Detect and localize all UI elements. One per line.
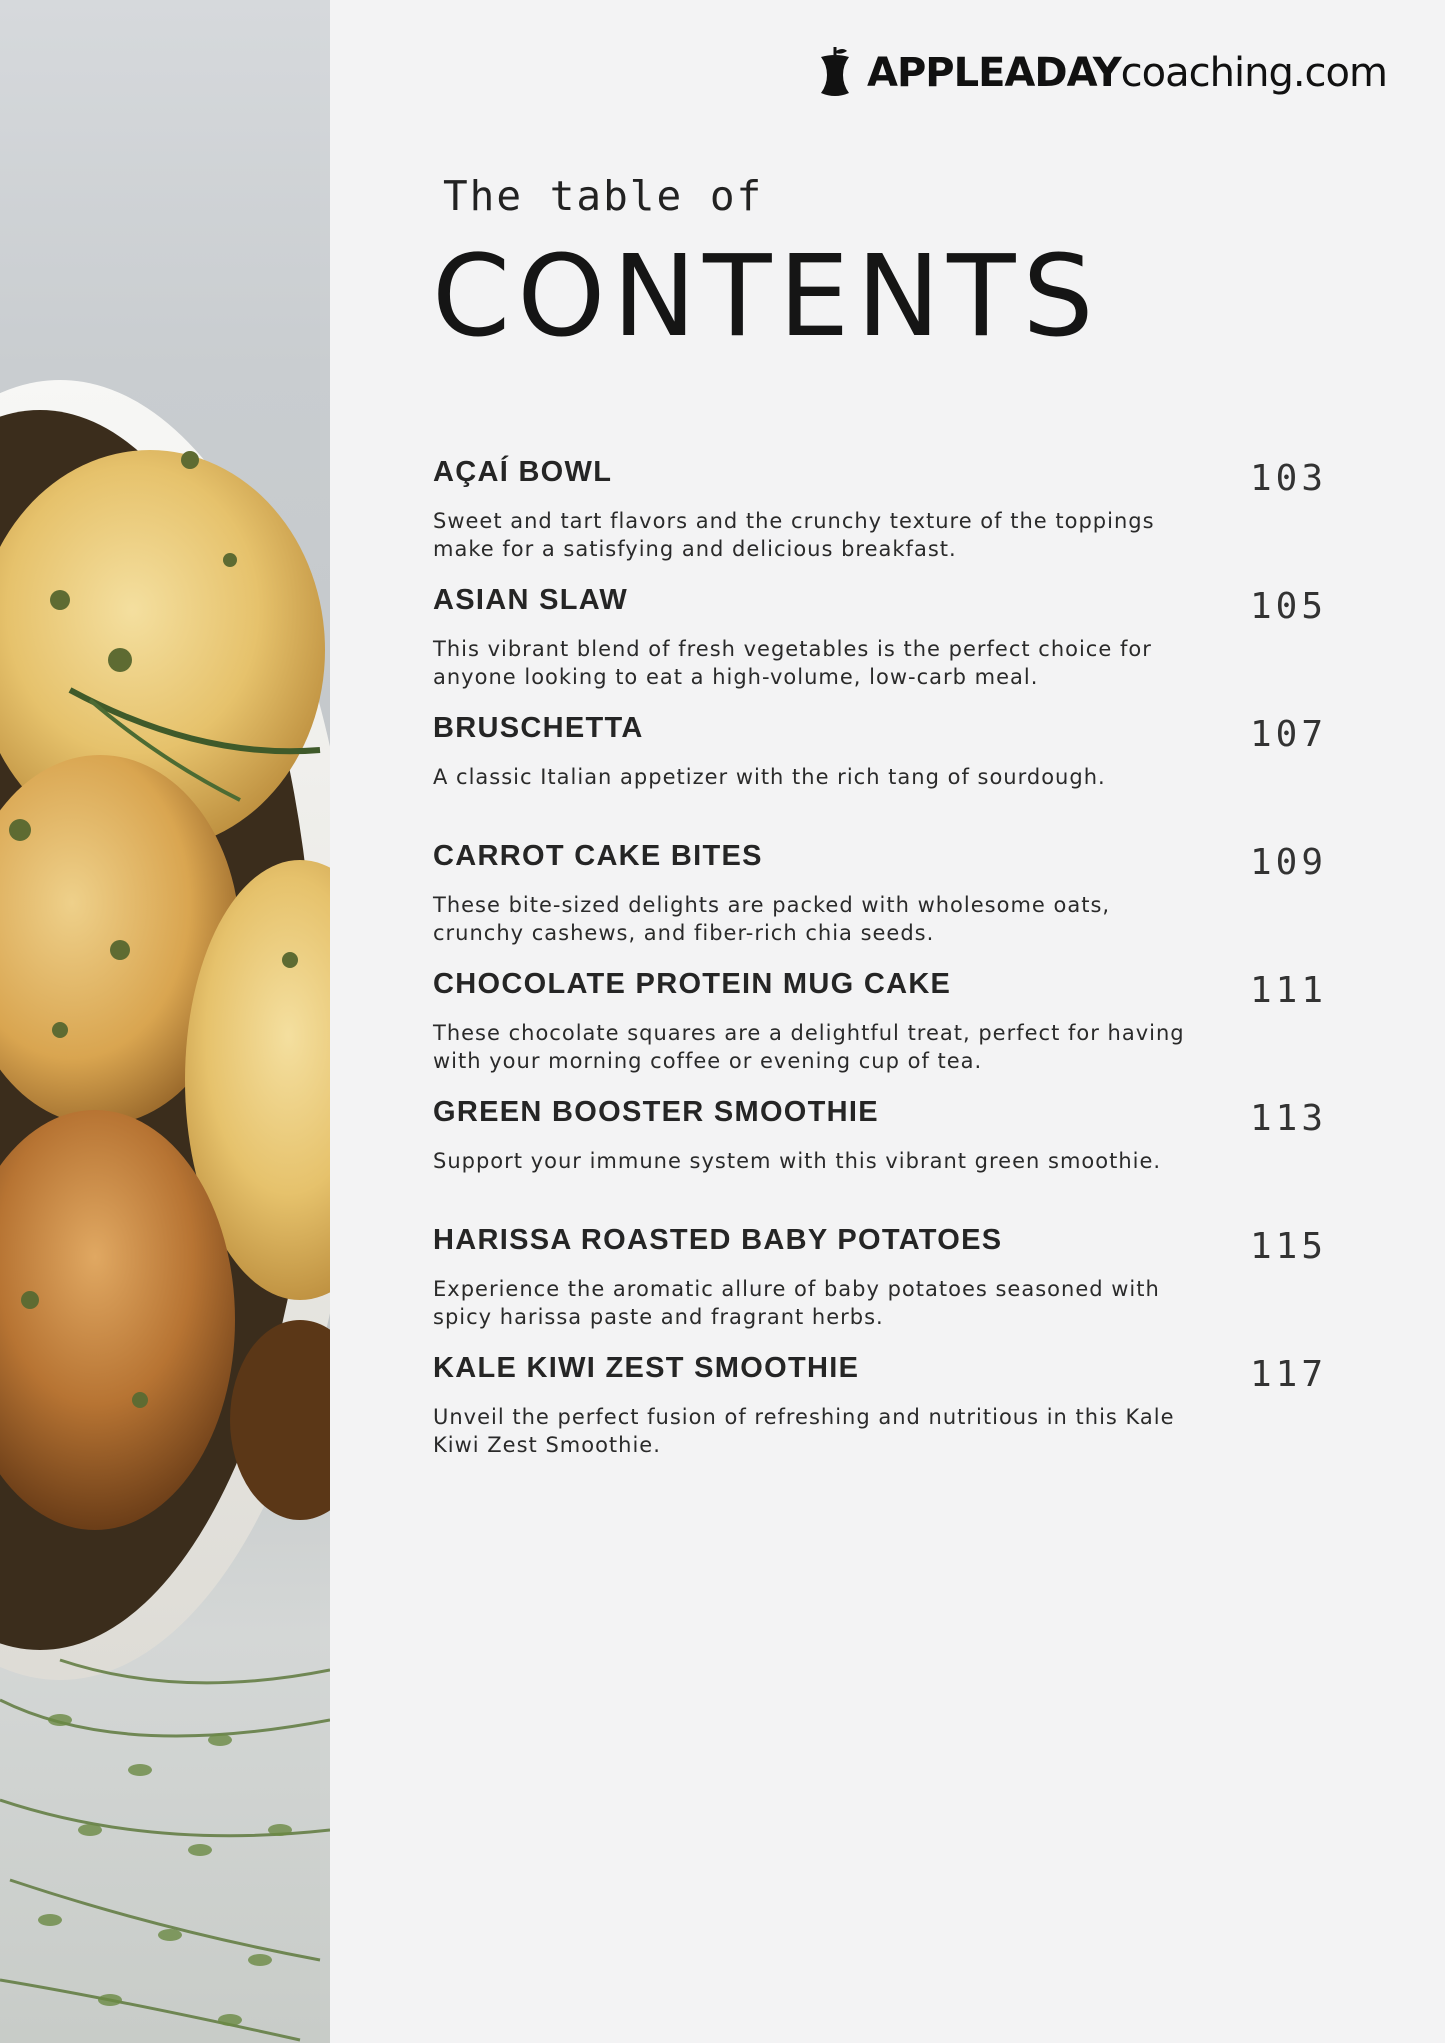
toc-entry-title: ASIAN SLAW [433, 584, 629, 616]
toc-entry-asian-slaw [433, 578, 1333, 706]
toc-entry-page: 117 [1250, 1354, 1328, 1395]
toc-entry-title: CARROT CAKE BITES [433, 840, 763, 872]
page-title: CONTENTS [432, 232, 1101, 362]
brand-logo [815, 38, 1387, 108]
toc-entry-description: This vibrant blend of fresh vegetables is the perfect choice for anyone looking to eat a high-volume, low-carb meal. [433, 637, 1152, 689]
toc-entry-page: 107 [1250, 714, 1328, 755]
brand-name-domain: coaching.com [1120, 50, 1387, 96]
toc-entry-carrot-cake-bites [433, 834, 1333, 962]
toc-entry-chocolate-protein-mug-cake [433, 962, 1333, 1090]
potatoes-photo [0, 0, 330, 2043]
toc-entry-description: Experience the aromatic allure of baby potatoes seasoned with spicy harissa paste and fragrant herbs. [433, 1277, 1160, 1329]
toc-entry-title: HARISSA ROASTED BABY POTATOES [433, 1224, 1003, 1256]
toc-entry-description: Sweet and tart flavors and the crunchy texture of the toppings make for a satisfying and delicious breakfast. [433, 509, 1155, 561]
toc-entry-harissa-roasted-baby-potatoes [433, 1218, 1333, 1346]
brand-name-bold: APPLEADAY [867, 50, 1121, 96]
toc-entry-page: 103 [1250, 458, 1328, 499]
toc-entry-page: 115 [1250, 1226, 1328, 1267]
toc-entry-title: BRUSCHETTA [433, 712, 644, 744]
toc-entry-title: GREEN BOOSTER SMOOTHIE [433, 1096, 879, 1128]
toc-entry-description: These bite-sized delights are packed with wholesome oats, crunchy cashews, and fiber-rich chia seeds. [433, 893, 1111, 945]
toc-entry-description: These chocolate squares are a delightful treat, perfect for having with your morning coffee or evening cup of tea. [433, 1021, 1185, 1073]
toc-list [433, 450, 1333, 1474]
toc-entry-green-booster-smoothie [433, 1090, 1333, 1218]
toc-entry-page: 111 [1250, 970, 1328, 1011]
toc-entry-description: Unveil the perfect fusion of refreshing and nutritious in this Kale Kiwi Zest Smoothie. [433, 1405, 1175, 1457]
toc-entry-page: 113 [1250, 1098, 1328, 1139]
toc-entry-description: A classic Italian appetizer with the rich tang of sourdough. [433, 765, 1106, 789]
toc-entry-description: Support your immune system with this vibrant green smoothie. [433, 1149, 1162, 1173]
apple-core-icon [815, 45, 855, 101]
toc-entry-title: KALE KIWI ZEST SMOOTHIE [433, 1352, 860, 1384]
toc-entry-kale-kiwi-zest-smoothie [433, 1346, 1333, 1474]
toc-entry-page: 105 [1250, 586, 1328, 627]
toc-entry-title: CHOCOLATE PROTEIN MUG CAKE [433, 968, 952, 1000]
toc-entry-acai-bowl [433, 450, 1333, 578]
toc-entry-title: AÇAÍ BOWL [433, 456, 613, 488]
toc-entry-bruschetta [433, 706, 1333, 834]
page-subtitle: The table of [443, 172, 764, 220]
toc-entry-page: 109 [1250, 842, 1328, 883]
